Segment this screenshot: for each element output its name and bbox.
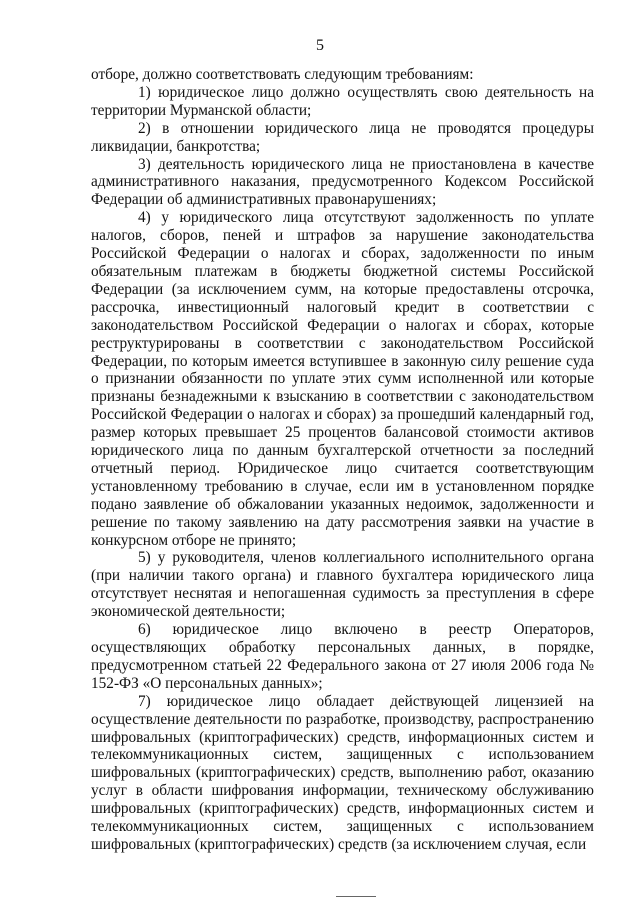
page-number: 5 [316,37,324,54]
requirement-item-1: 1) юридическое лицо должно осуществлять свою деятельность на территории Мурманской области; [91,83,594,119]
document-body [91,66,594,854]
requirement-item-3: 3) деятельность юридического лица не приостановлена в качестве административного наказания, предусмотренного Кодексом Российской Федерации об административных правонарушениях; [91,155,594,209]
footer-divider [336,896,376,897]
requirement-item-7: 7) юридическое лицо обладает действующей лицензией на осуществление деятельности по разработке, производству, распространению шифровальных (криптографических) средств, информационных систем и телекоммуникационных систем, защищенных с использованием шифровальных (криптографических) средств, выполнению работ, оказанию услуг в области шифрования информации, техническому обслуживанию шифровальных (криптографических) средств, информационных систем и телекоммуникационных систем, защищенных с использованием шифровальных (криптографических) средств (за исключением случая, если [91,692,594,853]
requirement-item-4: 4) у юридического лица отсутствуют задолженность по уплате налогов, сборов, пеней и штрафов за нарушение законодательства Российской Федерации о налогах и сборах, задолженности по иным обязательным платежам в бюджеты бюджетной системы Российской Федерации (за исключением сумм, на которые предоставлены отсрочка, рассрочка, инвестиционный налоговый кредит в соответствии с законодательством Российской Федерации о налогах и сборах, которые реструктурированы в соответствии с законодательством Российской Федерации, по которым имеется вступившее в законную силу решение суда о признании обязанности по уплате этих сумм исполненной или которые признаны безнадежными к взысканию в соответствии с законодательством Российской Федерации о налогах и сборах) за прошедший календарный год, размер которых превышает 25 процентов балансовой стоимости активов юридического лица по данным бухгалтерской отчетности за последний отчетный период. Юридическое лицо считается соответствующим установленному требованию в случае, если им в установленном порядке подано заявление об обжаловании указанных недоимок, задолженности и решение по такому заявлению на дату рассмотрения заявки на участие в конкурсном отборе не принято; [91,209,594,549]
requirement-item-6: 6) юридическое лицо включено в реестр Операторов, осуществляющих обработку персональных данных, в порядке, предусмотренном статьей 22 Федерального закона от 27 июля 2006 года № 152-ФЗ «О персональных данных»; [91,621,594,692]
requirement-item-2: 2) в отношении юридического лица не проводятся процедуры ликвидации, банкротства; [91,119,594,155]
paragraph-continuation: отборе, должно соответствовать следующим требованиям: [91,66,474,83]
requirement-item-5: 5) у руководителя, членов коллегиального исполнительного органа (при наличии такого органа) и главного бухгалтера юридического лица отсутствует неснятая и непогашенная судимость за преступления в сфере экономической деятельности; [91,549,594,621]
